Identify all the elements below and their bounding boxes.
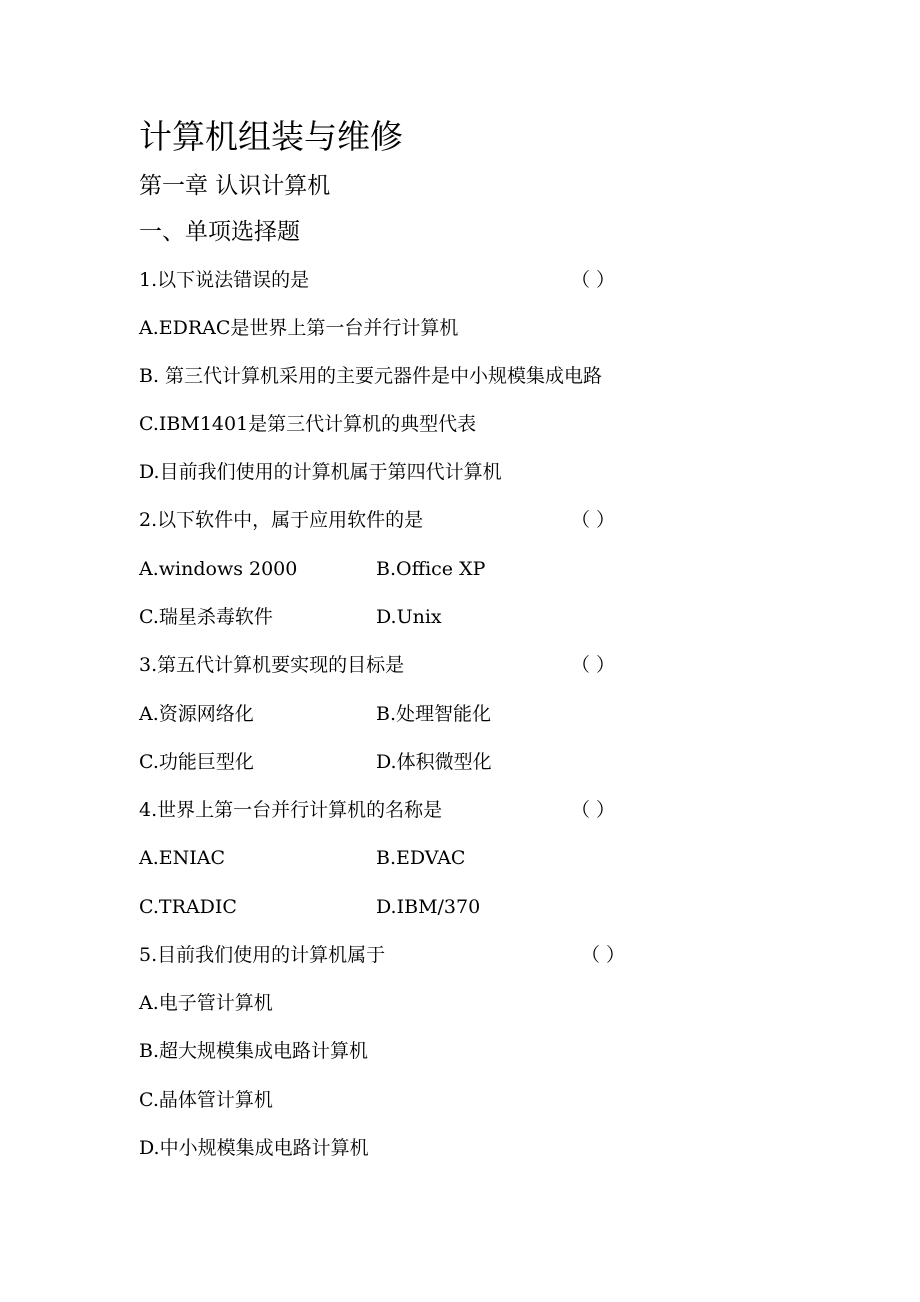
question-4-option-c: C.TRADIC [139, 896, 237, 918]
question-1-option-d: D.目前我们使用的计算机属于第四代计算机 [139, 461, 502, 483]
question-5-option-b: B.超大规模集成电路计算机 [139, 1040, 369, 1062]
question-3-option-c: C.功能巨型化 [139, 751, 254, 773]
question-3-option-d: D.体积微型化 [376, 751, 492, 773]
question-2-option-b: B.Office XP [376, 558, 486, 580]
question-5-option-c: C.晶体管计算机 [139, 1089, 273, 1111]
question-4-option-a: A.ENIAC [139, 847, 226, 869]
question-4-stem: 4.世界上第一台并行计算机的名称是 [139, 799, 443, 821]
question-3-stem: 3.第五代计算机要实现的目标是 [139, 654, 405, 676]
question-1-stem: 1.以下说法错误的是 [139, 269, 310, 291]
question-3-option-b: B.处理智能化 [376, 703, 492, 725]
question-2-option-a: A.windows 2000 [139, 558, 298, 580]
question-1-answer-blank: （ ） [571, 269, 616, 291]
section-heading: 一、单项选择题 [139, 219, 300, 245]
question-5-option-a: A.电子管计算机 [139, 992, 273, 1014]
question-2-stem: 2.以下软件中，属于应用软件的是 [139, 509, 424, 531]
question-4-option-b: B.EDVAC [376, 847, 466, 869]
question-4-answer-blank: （ ） [571, 799, 616, 821]
question-5-stem: 5.目前我们使用的计算机属于 [139, 944, 386, 966]
question-2-option-c: C.瑞星杀毒软件 [139, 606, 273, 628]
question-4-option-d: D.IBM/370 [376, 896, 481, 918]
question-1-option-c: C.IBM1401是第三代计算机的典型代表 [139, 413, 477, 435]
question-3-answer-blank: （ ） [571, 654, 616, 676]
question-5-option-d: D.中小规模集成电路计算机 [139, 1137, 369, 1159]
question-2-option-d: D.Unix [376, 606, 442, 628]
question-2-answer-blank: （ ） [571, 509, 616, 531]
document-title: 计算机组装与维修 [139, 117, 403, 156]
question-1-option-b: B. 第三代计算机采用的主要元器件是中小规模集成电路 [139, 365, 603, 387]
chapter-heading: 第一章 认识计算机 [139, 173, 331, 199]
question-5-answer-blank: （ ） [581, 944, 626, 966]
question-3-option-a: A.资源网络化 [139, 703, 254, 725]
question-1-option-a: A.EDRAC是世界上第一台并行计算机 [139, 317, 459, 339]
